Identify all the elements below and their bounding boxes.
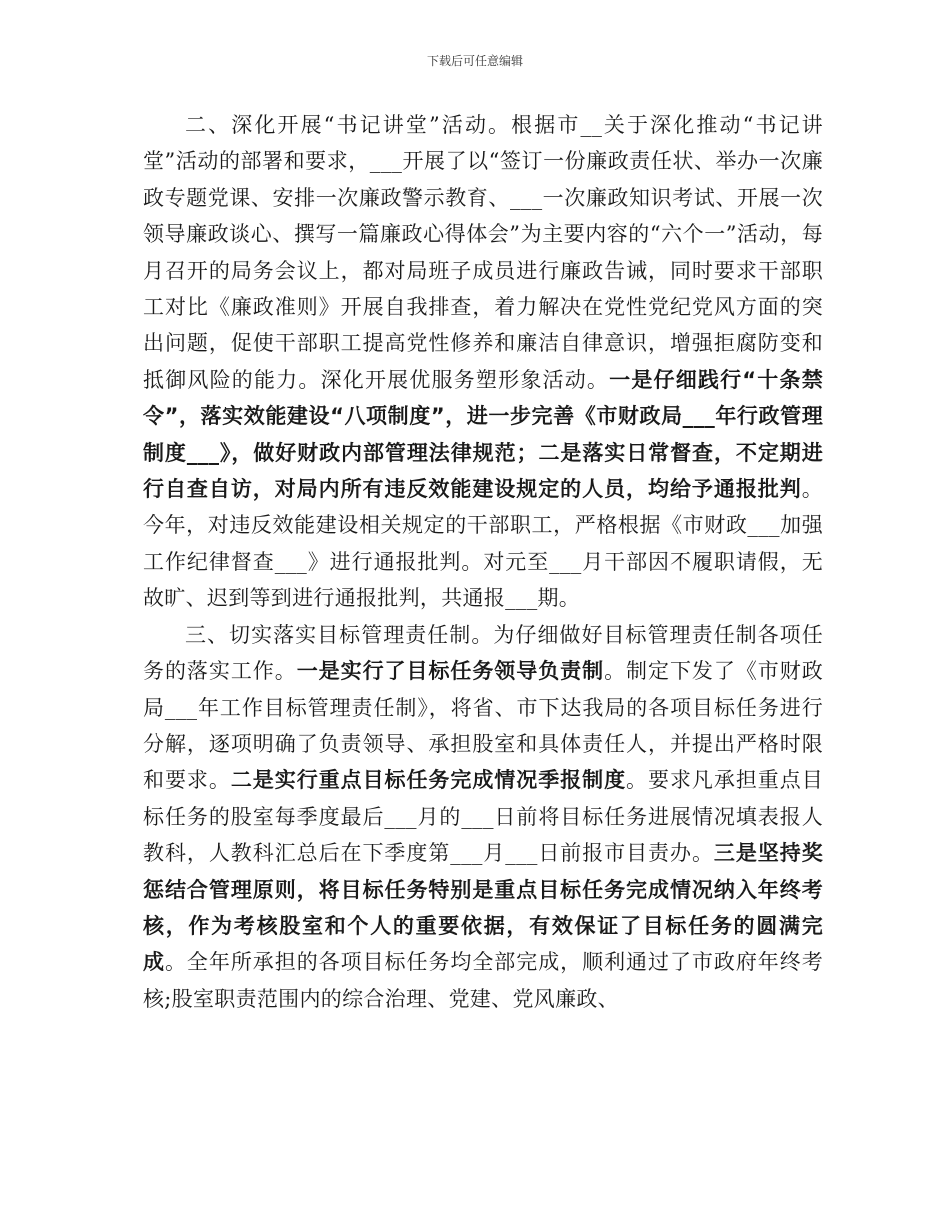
paragraph-target-management: [143, 617, 823, 1017]
text-segment: 。全年所承担的各项目标任务均全部完成，顺利通过了市政府年终考核;股室职责范围内的综合治理、党建、党风廉政、: [143, 950, 823, 1011]
text-segment: 。要求凡承担重点目标任务的股室每季度最后___月的___日前将目标任务进展情况填表报人教科，人教科汇总后在下季度第___月___日前报市目责办。: [143, 768, 823, 866]
bold-text-segment: 一是实行了目标任务领导负责制: [296, 659, 605, 684]
text-segment: 。制定下发了《市财政局___年工作目标管理责任制》，将省、市下达我局的各项目标任务进行分解，逐项明确了负责领导、承担股室和具体责任人，并提出严格时限和要求。: [143, 659, 823, 793]
bold-text-segment: 三是坚持奖惩结合管理原则，将目标任务特别是重点目标任务完成情况纳入年终考核，作为考核股室和个人的重要依据，有效保证了目标任务的圆满完成: [143, 841, 823, 975]
text-segment: 二、深化开展“书记讲堂”活动。根据市__关于深化推动“书记讲堂”活动的部署和要求，___开展了以“签订一份廉政责任状、举办一次廉政专题党课、安排一次廉政警示教育、___一次廉政知识考试、开展一次领导廉政谈心、撰写一篇廉政心得体会”为主要内容的“六个一”活动，每月召开的局务会议上，都对局班子成员进行廉政告诫，同时要求干部职工对比《廉政准则》开展自我排查，着力解决在党性党纪党风方面的突出问题，促使干部职工提高党性修养和廉洁自律意识，增强拒腐防变和抵御风险的能力。深化开展优服务塑形象活动。: [143, 113, 823, 392]
document-body: [143, 107, 823, 1017]
bold-text-segment: 一是仔细践行“十条禁令”，落实效能建设“八项制度”，进一步完善《市财政局___年行政管理制度___》，做好财政内部管理法律规范；二是落实日常督查，不定期进行自查自访，对局内所有违反效能建设规定的人员，均给予通报批判: [143, 367, 823, 502]
page-header: 下载后可任意编辑: [426, 54, 523, 68]
text-segment: 三、切实落实目标管理责任制。为仔细做好目标管理责任制各项任务的落实工作。: [143, 622, 823, 684]
paragraph-secretary-lecture: [143, 107, 823, 617]
bold-text-segment: 二是实行重点目标任务完成情况季报制度: [230, 768, 627, 793]
text-segment: 。今年，对违反效能建设相关规定的干部职工，严格根据《市财政___加强工作纪律督查___》进行通报批判。对元至___月干部因不履职请假，无故旷、迟到等到进行通报批判，共通报___期。: [143, 477, 823, 611]
